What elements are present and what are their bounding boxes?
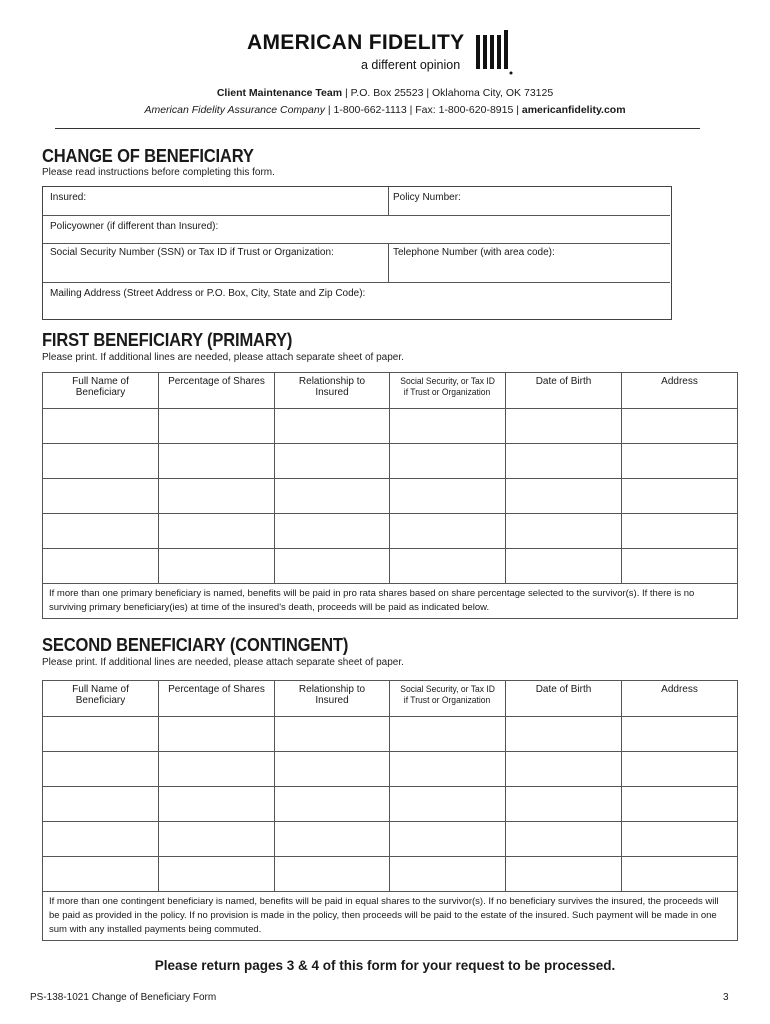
entry-cell[interactable] — [506, 514, 622, 549]
entry-cell[interactable] — [159, 857, 275, 892]
primary-beneficiary-table — [42, 372, 738, 619]
return-instruction: Please return pages 3 & 4 of this form for your request to be processed. — [154, 958, 616, 973]
entry-cell[interactable] — [43, 409, 159, 444]
company-line — [0, 104, 770, 116]
entry-cell[interactable] — [622, 822, 738, 857]
entry-cell[interactable] — [275, 444, 390, 479]
contingent-title: SECOND BENEFICIARY (CONTINGENT) — [42, 635, 349, 655]
col-percentage: Percentage of Shares — [159, 681, 275, 717]
entry-cell[interactable] — [43, 514, 159, 549]
primary-subtitle: Please print. If additional lines are needed, please attach separate sheet of paper. — [42, 352, 404, 363]
entry-cell[interactable] — [275, 752, 390, 787]
policy-number-field[interactable]: Policy Number: — [393, 192, 461, 203]
entry-cell[interactable] — [390, 514, 506, 549]
entry-cell[interactable] — [622, 549, 738, 584]
contact-team: Client Maintenance Team — [216, 87, 343, 99]
entry-cell[interactable] — [43, 479, 159, 514]
entry-cell[interactable] — [622, 444, 738, 479]
contingent-subtitle: Please print. If additional lines are needed, please attach separate sheet of paper. — [42, 657, 404, 668]
contact-line — [0, 87, 770, 99]
entry-cell[interactable] — [506, 822, 622, 857]
entry-cell[interactable] — [43, 787, 159, 822]
table-row — [43, 549, 738, 584]
table-row — [43, 717, 738, 752]
entry-cell[interactable] — [159, 549, 275, 584]
entry-cell[interactable] — [506, 857, 622, 892]
entry-cell[interactable] — [275, 857, 390, 892]
entry-cell[interactable] — [506, 717, 622, 752]
entry-cell[interactable] — [390, 409, 506, 444]
ssn-field[interactable]: Social Security Number (SSN) or Tax ID if Trust or Organization: — [50, 247, 334, 258]
table-row — [43, 409, 738, 444]
col-dob: Date of Birth — [506, 681, 622, 717]
entry-cell[interactable] — [43, 444, 159, 479]
entry-cell[interactable] — [390, 857, 506, 892]
col-ssn: Social Security, or Tax ID if Trust or Organization — [390, 373, 506, 409]
entry-cell[interactable] — [506, 752, 622, 787]
entry-cell[interactable] — [622, 409, 738, 444]
entry-cell[interactable] — [622, 857, 738, 892]
entry-cell[interactable] — [275, 479, 390, 514]
table-header-row — [43, 681, 738, 717]
mailing-address-field[interactable]: Mailing Address (Street Address or P.O. Box, City, State and Zip Code): — [50, 288, 366, 299]
contact-address: | P.O. Box 25523 | Oklahoma City, OK 73125 — [342, 87, 554, 99]
note-row — [43, 892, 738, 941]
entry-cell[interactable] — [159, 444, 275, 479]
entry-cell[interactable] — [159, 787, 275, 822]
note-row — [43, 584, 738, 619]
entry-cell[interactable] — [622, 514, 738, 549]
entry-cell[interactable] — [506, 479, 622, 514]
col-full-name: Full Name of Beneficiary — [43, 681, 159, 717]
entry-cell[interactable] — [275, 822, 390, 857]
entry-cell[interactable] — [43, 752, 159, 787]
entry-cell[interactable] — [390, 717, 506, 752]
primary-title: FIRST BENEFICIARY (PRIMARY) — [42, 330, 293, 350]
company-logo-icon — [474, 30, 514, 76]
entry-cell[interactable] — [390, 444, 506, 479]
insured-field[interactable]: Insured: — [50, 192, 87, 203]
change-title: CHANGE OF BENEFICIARY — [42, 146, 254, 166]
entry-cell[interactable] — [390, 479, 506, 514]
company-tagline: a different opinion — [361, 58, 461, 72]
entry-cell[interactable] — [506, 549, 622, 584]
telephone-field[interactable]: Telephone Number (with area code): — [393, 247, 555, 258]
entry-cell[interactable] — [390, 822, 506, 857]
entry-cell[interactable] — [43, 857, 159, 892]
entry-cell[interactable] — [159, 752, 275, 787]
entry-cell[interactable] — [622, 752, 738, 787]
entry-cell[interactable] — [275, 549, 390, 584]
col-relationship: Relationship to Insured — [275, 373, 390, 409]
change-subtitle: Please read instructions before completing this form. — [42, 167, 275, 178]
entry-cell[interactable] — [275, 514, 390, 549]
entry-cell[interactable] — [43, 822, 159, 857]
table-row — [43, 857, 738, 892]
entry-cell[interactable] — [622, 479, 738, 514]
entry-cell[interactable] — [159, 479, 275, 514]
entry-cell[interactable] — [390, 752, 506, 787]
col-full-name: Full Name of Beneficiary — [43, 373, 159, 409]
contingent-beneficiary-table — [42, 680, 738, 941]
entry-cell[interactable] — [159, 514, 275, 549]
company-phones: | 1-800-662-1113 | Fax: 1-800-620-8915 | — [324, 104, 522, 116]
col-address: Address — [622, 373, 738, 409]
table-row — [43, 514, 738, 549]
entry-cell[interactable] — [275, 717, 390, 752]
table-row — [43, 752, 738, 787]
entry-cell[interactable] — [390, 787, 506, 822]
table-row — [43, 822, 738, 857]
table-row — [43, 787, 738, 822]
contingent-note: If more than one contingent beneficiary is named, benefits will be paid in equal shares to the survivor(s). If no beneficiary survives the insured, the proceeds will be paid as provided in the policy. If no provision is made in the policy, then proceeds will be paid to the estate of the insured. Such payment will be made in one sum with any installed payments being commuted. — [43, 892, 738, 941]
table-row — [43, 444, 738, 479]
entry-cell[interactable] — [506, 409, 622, 444]
table-row — [43, 479, 738, 514]
col-ssn: Social Security, or Tax ID if Trust or Organization — [390, 681, 506, 717]
col-relationship: Relationship to Insured — [275, 681, 390, 717]
table-header-row — [43, 373, 738, 409]
header-divider — [55, 128, 700, 129]
entry-cell[interactable] — [159, 717, 275, 752]
col-percentage: Percentage of Shares — [159, 373, 275, 409]
entry-cell[interactable] — [159, 822, 275, 857]
entry-cell[interactable] — [622, 787, 738, 822]
form-id: PS-138-1021 Change of Beneficiary Form — [30, 992, 217, 1003]
primary-note: If more than one primary beneficiary is named, benefits will be paid in pro rata shares based on share percentage selected to the survivor(s). If there is no surviving primary beneficiary(ies) at time of the insured's death, proceeds will be paid as indicated below. — [43, 584, 738, 619]
entry-cell[interactable] — [159, 409, 275, 444]
entry-cell[interactable] — [43, 549, 159, 584]
entry-cell[interactable] — [622, 717, 738, 752]
entry-cell[interactable] — [275, 787, 390, 822]
page-number: 3 — [723, 992, 729, 1003]
policyowner-field[interactable]: Policyowner (if different than Insured): — [50, 221, 219, 232]
company-name: American Fidelity Assurance Company — [144, 104, 325, 116]
entry-cell[interactable] — [43, 717, 159, 752]
policy-info-box — [42, 186, 672, 320]
company-website[interactable]: americanfidelity.com — [521, 104, 626, 116]
col-address: Address — [622, 681, 738, 717]
col-dob: Date of Birth — [506, 373, 622, 409]
entry-cell[interactable] — [275, 409, 390, 444]
entry-cell[interactable] — [506, 787, 622, 822]
entry-cell[interactable] — [390, 549, 506, 584]
company-logo-text: AMERICAN FIDELITY — [247, 31, 465, 54]
entry-cell[interactable] — [506, 444, 622, 479]
